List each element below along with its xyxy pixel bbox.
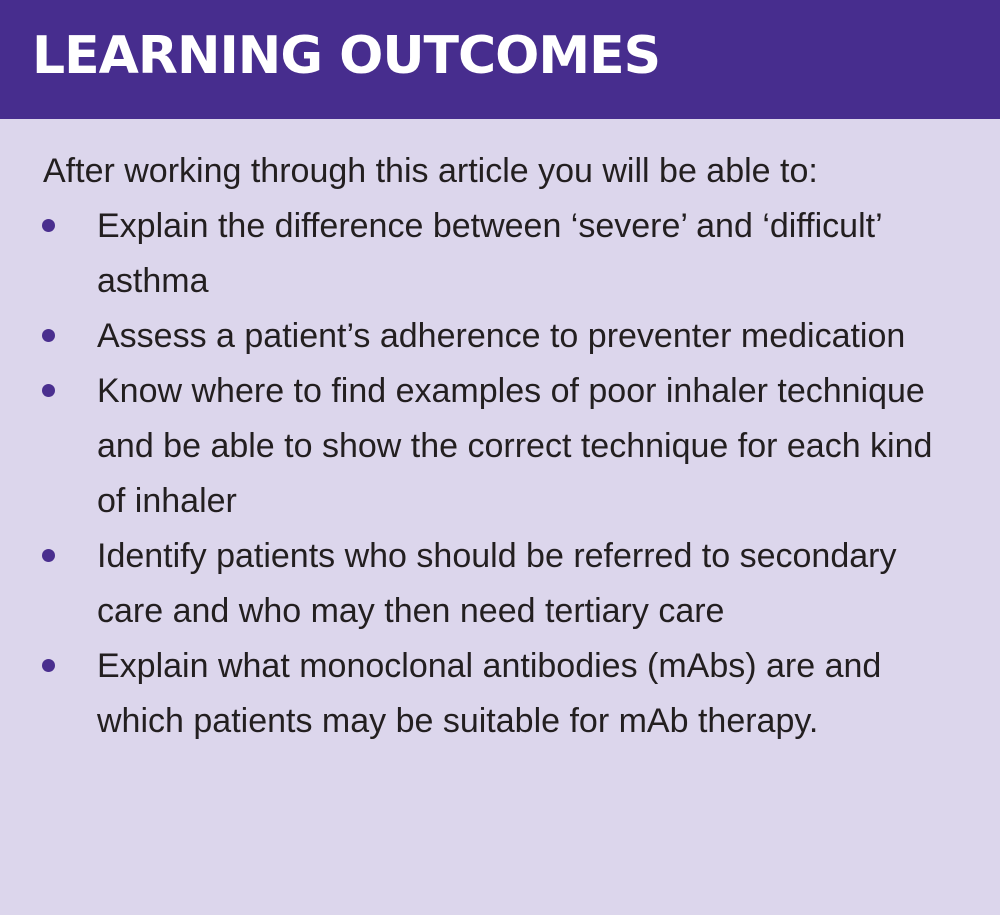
bullet-icon bbox=[42, 384, 55, 397]
bullet-icon bbox=[42, 659, 55, 672]
list-item bbox=[0, 199, 1000, 309]
list-item bbox=[0, 529, 1000, 639]
intro-text: After working through this article you will be able to: bbox=[43, 152, 818, 190]
outcome-text: Assess a patient’s adherence to preventer medication bbox=[97, 317, 906, 355]
outcomes-list bbox=[0, 199, 1000, 749]
header-bar bbox=[0, 0, 1000, 119]
outcome-text: Identify patients who should be referred to secondary care and who may then need tertiary care bbox=[97, 537, 897, 630]
bullet-icon bbox=[42, 329, 55, 342]
bullet-icon bbox=[42, 549, 55, 562]
outcome-text: Explain what monoclonal antibodies (mAbs) are and which patients may be suitable for mAb therapy. bbox=[97, 647, 882, 740]
box-title: LEARNING OUTCOMES bbox=[32, 26, 661, 86]
list-item bbox=[0, 364, 1000, 529]
outcome-text: Know where to find examples of poor inhaler technique and be able to show the correct technique for each kind of inhaler bbox=[97, 372, 933, 520]
list-item bbox=[0, 309, 1000, 364]
outcome-text: Explain the difference between ‘severe’ and ‘difficult’ asthma bbox=[97, 207, 882, 300]
list-item bbox=[0, 639, 1000, 749]
bullet-icon bbox=[42, 219, 55, 232]
